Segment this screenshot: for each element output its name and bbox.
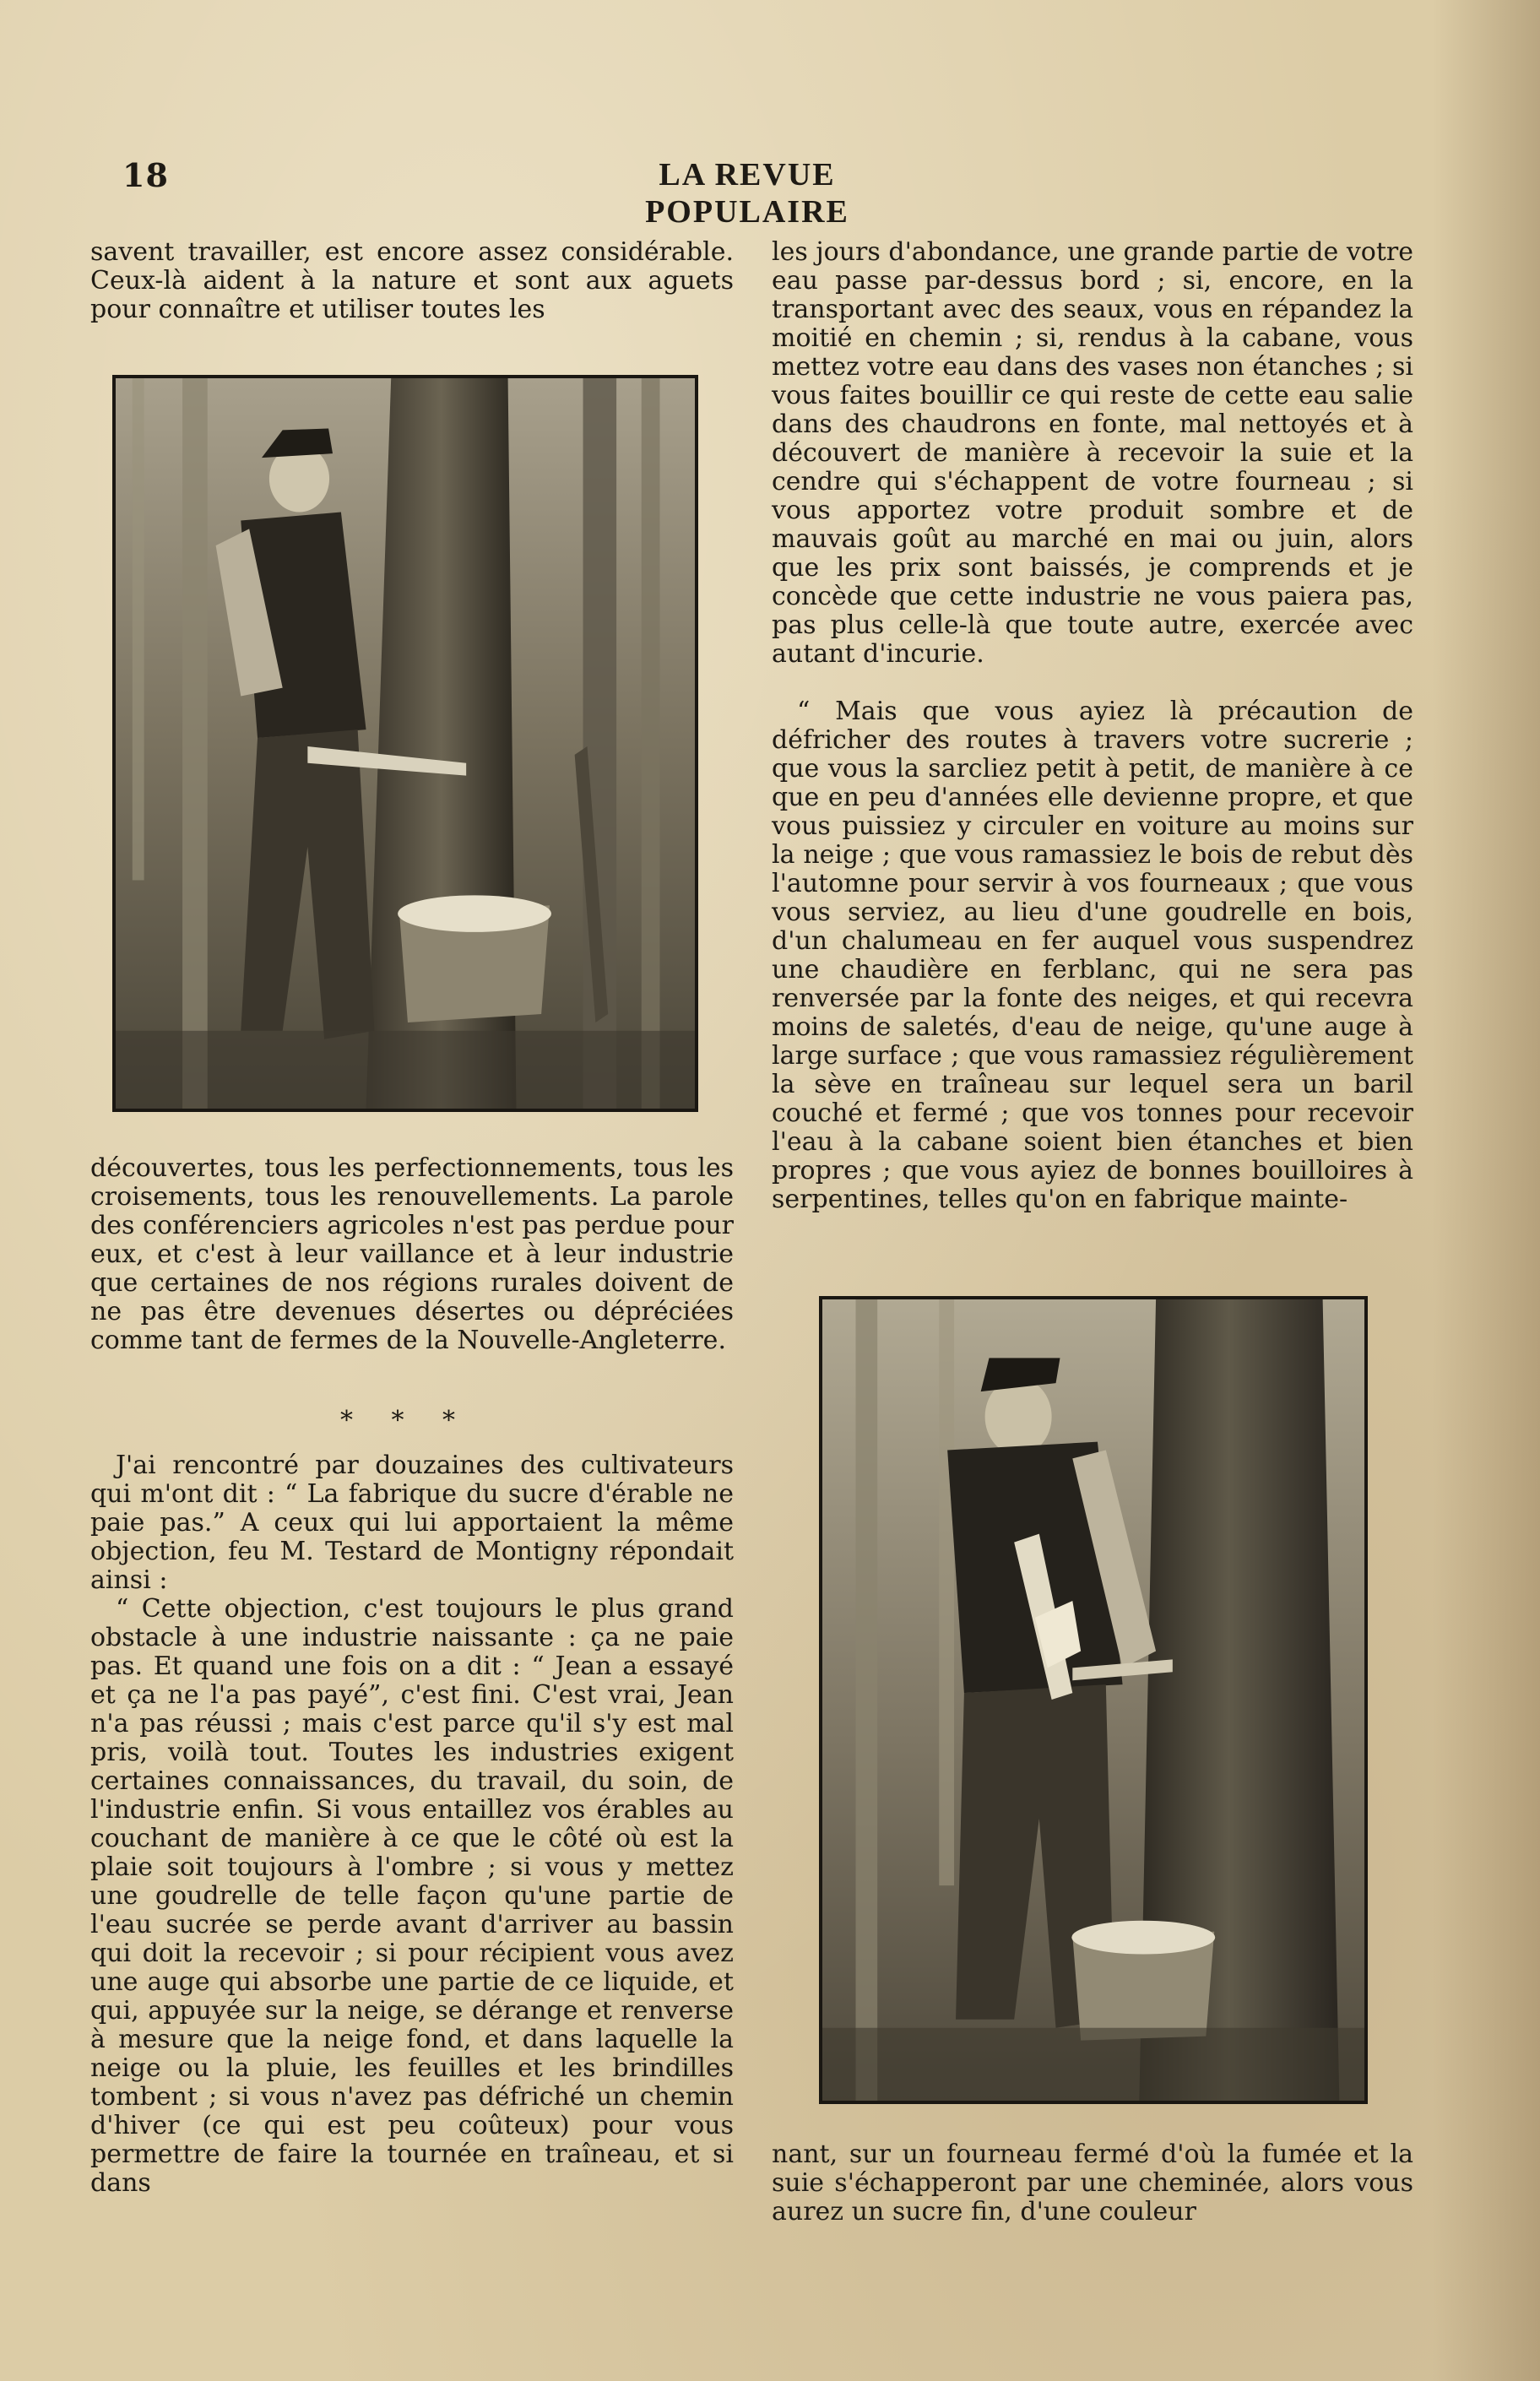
section-separator: * * * (339, 1406, 471, 1435)
left-paragraph-1: savent travailler, est encore assez considérable. Ceux-là aident à la nature et sont aux aguets pour connaître et utiliser toutes les (90, 237, 734, 324)
right-paragraph-2: “ Mais que vous ayiez là précaution de défricher des routes à travers votre sucrerie ; que vous la sarcliez petit à petit, de manière à ce que en peu d'années elle devienne propre, et que vous puissiez y circuler en voiture au moins sur la neige ; que vous ramassiez le bois de rebut dès l'automne pour servir à vos fourneaux ; que vous vous serviez, au lieu d'une goudrelle en bois, d'un chalumeau en fer auquel vous suspendrez une chaudière en ferblanc, qui ne sera pas renversée par la fonte des neiges, et qui recevra moins de saletés, d'eau de neige, qu'une auge à large surface ; que vous ramassiez régulièrement la sève en traîneau sur lequel sera un baril couché et fermé ; que vos tonnes pour recevoir l'eau à la cabane soient bien étanches et bien propres ; que vous ayiez de bonnes bouilloires à serpentines, telles qu'on en fabrique mainte- (772, 697, 1413, 1214)
page-number: 18 (122, 156, 169, 194)
left-paragraph-3: J'ai rencontré par douzaines des cultivateurs qui m'ont dit : “ La fabrique du sucre d'érable ne paie pas.” A ceux qui lui apportaient la même objection, feu M. Testard de Montigny répondait ainsi : (90, 1451, 734, 1595)
photo-illustration-2 (822, 1299, 1364, 2101)
left-paragraph-2: découvertes, tous les perfectionnements, tous les croisements, tous les renouvellements. La parole des conférenciers agricoles n'est pas perdue pour eux, et c'est à leur vaillance et à leur industrie que certaines de nos régions rurales doivent de ne pas être devenues désertes ou dépréciées comme tant de fermes de la Nouvelle-Angleterre. (90, 1153, 734, 1355)
photo-man-cutting-tree-with-axe (819, 1296, 1368, 2104)
photo-illustration-1 (116, 378, 695, 1109)
page-header (0, 156, 1540, 230)
right-paragraph-3: nant, sur un fourneau fermé d'où la fumée et la suie s'échapperont par une cheminée, alors vous aurez un sucre fin, d'une couleur (772, 2140, 1413, 2226)
left-paragraph-4: “ Cette objection, c'est toujours le plus grand obstacle à une industrie naissante : ça ne paie pas. Et quand une fois on a dit : “ Jean a essayé et ça ne l'a pas payé”, c'est fini. C'est vrai, Jean n'a pas réussi ; mais c'est parce qu'il s'y est mal pris, voilà tout. Toutes les industries exigent certaines connaissances, du travail, du soin, de l'industrie enfin. Si vous entaillez vos érables au couchant de manière à ce que le côté où est la plaie soit toujours à l'ombre ; si vous y mettez une goudrelle de telle façon qu'une partie de l'eau sucrée se perde avant d'arriver au bassin qui doit la recevoir ; si pour récipient vous avez une auge qui absorbe une partie de ce liquide, et qui, appuyée sur la neige, se dérange et renverse à mesure que la neige fond, et dans laquelle la neige ou la pluie, les feuilles et les brindilles tombent ; si vous n'avez pas défriché un chemin d'hiver (ce qui est peu coûteux) pour vous permettre de faire la tournée en traîneau, et si dans (90, 1594, 734, 2198)
right-paragraph-1: les jours d'abondance, une grande partie de votre eau passe par-dessus bord ; si, encore, en la transportant avec des seaux, vous en répandez la moitié en chemin ; si, rendus à la cabane, vous mettez votre eau dans des vases non étanches ; si vous faites bouillir ce qui reste de cette eau salie dans des chaudrons en fonte, mal nettoyés et à découvert de manière à recevoir la suie et la cendre qui s'échappent de votre fourneau ; si vous apportez votre produit sombre et de mauvais goût au marché en mai ou juin, alors que les prix sont baissés, je comprends et je concède que cette industrie ne vous paiera pas, pas plus celle-là que toute autre, exercée avec autant d'incurie. (772, 237, 1413, 669)
running-title: LA REVUE POPULAIRE (645, 157, 849, 230)
photo-man-tapping-tree-with-bucket (112, 375, 698, 1112)
